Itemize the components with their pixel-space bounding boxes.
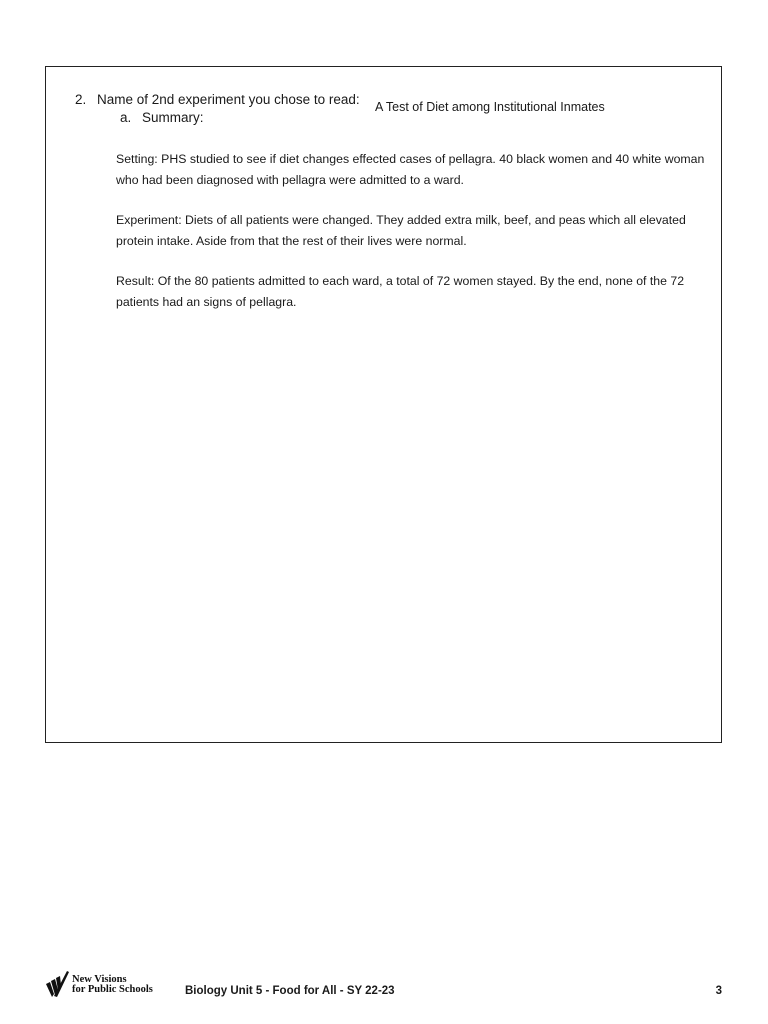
logo-line-1: New Visions xyxy=(72,974,127,985)
logo-wordmark xyxy=(72,975,153,995)
experiment-name-answer: A Test of Diet among Institutional Inmates xyxy=(375,100,605,114)
footer-course-title: Biology Unit 5 - Food for All - SY 22-23 xyxy=(185,985,395,997)
question-prompt xyxy=(75,91,360,109)
page-number: 3 xyxy=(715,985,722,997)
result-paragraph: Result: Of the 80 patients admitted to each ward, a total of 72 women stayed. By the end, none of the 72 patients had an signs of pellagra. xyxy=(116,274,685,309)
summary-heading xyxy=(120,109,204,127)
sub-letter: a. xyxy=(120,110,132,125)
question-text: Name of 2nd experiment you chose to read: xyxy=(97,92,360,107)
experiment-paragraph: Experiment: Diets of all patients were changed. They added extra milk, beef, and peas which all elevated protein intake. Aside from that the rest of their lives were normal. xyxy=(116,213,686,248)
summary-label: Summary: xyxy=(142,110,204,125)
logo-line-2: for Public Schools xyxy=(72,984,153,995)
setting-paragraph: Setting: PHS studied to see if diet changes effected cases of pellagra. 40 black women and 40 white woman who had been diagnosed with pellagra were admitted to a ward. xyxy=(116,152,705,187)
question-number: 2. xyxy=(75,92,87,107)
new-visions-logo-icon xyxy=(45,970,69,998)
